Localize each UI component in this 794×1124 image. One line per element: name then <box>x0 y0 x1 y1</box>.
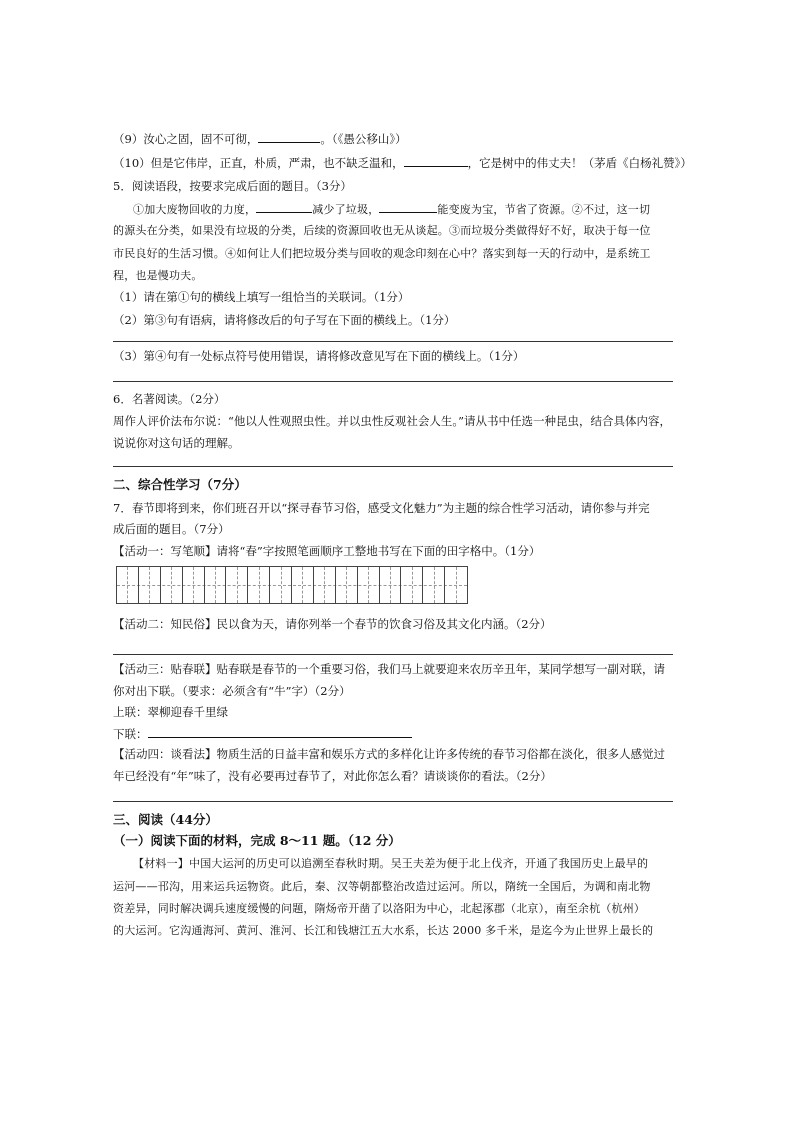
passage-1a: ①加大废物回收的力度， <box>133 203 257 216</box>
grid-cell[interactable] <box>205 567 227 603</box>
grid-cell[interactable] <box>423 567 445 603</box>
q10-tail: ，它是树中的伟丈夫！（茅盾《白杨礼赞》） <box>467 156 692 170</box>
couplet-lower-line <box>113 726 412 742</box>
section-2-heading: 二、综合性学习（7分） <box>113 477 247 492</box>
material-1-line-1: 【材料一】中国大运河的历史可以追溯至春秋时期。吴王夫差为便于北上伐齐，开通了我国历史上最早的 <box>133 857 649 870</box>
q10-blank[interactable] <box>404 155 468 167</box>
passage-line-3: 市民良好的生活习惯。④如何让人们把垃圾分类与回收的观念印刻在心中？落实到每一天的行动中，是系统工 <box>113 247 651 260</box>
passage-line-1 <box>133 201 650 218</box>
grid-cell[interactable] <box>139 567 161 603</box>
q7-prompt-2: 成后面的题目。（7分） <box>113 522 230 536</box>
tianzige-grid[interactable] <box>116 566 468 604</box>
material-1-line-3: 资差异，同时解决调兵速度缓慢的问题，隋炀帝开凿了以洛阳为中心，北起涿郡（北京），南至余杭（杭州） <box>113 902 646 915</box>
passage-1b: 减少了垃圾， <box>312 203 380 216</box>
q6-prompt-2: 说说你对这句话的理解。 <box>113 436 240 450</box>
grid-cell[interactable] <box>445 567 467 603</box>
q9-tail: 。（《愚公移山》） <box>320 132 407 146</box>
answer-line-activity-2[interactable] <box>113 654 673 655</box>
q9-blank[interactable] <box>258 131 320 143</box>
q5-3: （3）第④句有一处标点符号使用错误，请将修改意见写在下面的横线上。（1分） <box>113 349 525 363</box>
grid-cell[interactable] <box>183 567 205 603</box>
material-1-line-4: 的大运河。它沟通海河、黄河、淮河、长江和钱塘江五大水系，长达 2000 多千米，是迄今为止世界上最长的 <box>113 924 654 937</box>
grid-cell[interactable] <box>117 567 139 603</box>
q7-prompt-1: 7．春节即将到来，你们班召开以“探寻春节习俗，感受文化魅力”为主题的综合性学习活动，请你参与并完 <box>113 501 650 515</box>
passage-line-4: 程，也是慢功夫。 <box>113 269 203 282</box>
passage-1c: 能变废为宝，节省了资源。②不过，这一切 <box>437 203 651 216</box>
connective-blank-1[interactable] <box>256 201 312 213</box>
grid-cell[interactable] <box>248 567 270 603</box>
answer-line-activity-4[interactable] <box>113 801 673 802</box>
answer-line-q6[interactable] <box>113 466 673 467</box>
answer-line-q5-3[interactable] <box>113 381 673 382</box>
couplet-lower-label: 下联： <box>113 727 148 741</box>
grid-cell[interactable] <box>161 567 183 603</box>
grid-cell[interactable] <box>336 567 358 603</box>
q5-title: 5．阅读语段，按要求完成后面的题目。（3分） <box>113 179 352 193</box>
q10-line <box>113 155 692 171</box>
activity-3-line-2: 你对出下联。（要求：必须含有“牛”字）（2分） <box>113 684 351 698</box>
q6-prompt-1: 周作人评价法布尔说：“他以人性观照虫性。并以虫性反观社会人生。”请从书中任选一种昆虫，结合具体内容， <box>113 414 672 428</box>
material-1-line-2: 运河——邗沟，用来运兵运物资。此后，秦、汉等朝都整治改造过运河。所以，隋统一全国后，为调和南北物 <box>113 880 651 893</box>
activity-1: 【活动一：写笔顺】请将“春”字按照笔画顺序工整地书写在下面的田字格中。（1分） <box>113 544 541 558</box>
grid-cell[interactable] <box>314 567 336 603</box>
couplet-lower-blank[interactable] <box>148 726 412 738</box>
q9-line <box>113 131 407 147</box>
q5-1: （1）请在第①句的横线上填写一组恰当的关联词。（1分） <box>113 290 410 304</box>
grid-cell[interactable] <box>292 567 314 603</box>
q9-text: （9）汝心之固，固不可彻， <box>113 132 259 146</box>
couplet-upper: 上联：翠柳迎春千里绿 <box>113 705 228 719</box>
section-3-heading: 三、阅读（44分） <box>113 812 218 827</box>
activity-2: 【活动二：知民俗】民以食为天，请你列举一个春节的饮食习俗及其文化内涵。（2分） <box>113 617 552 631</box>
activity-3-line-1: 【活动三：贴春联】贴春联是春节的一个重要习俗，我们马上就要迎来农历辛丑年，某同学想写一副对联，请 <box>113 662 665 676</box>
q6-title: 6．名著阅读。（2分） <box>113 392 226 406</box>
grid-cell[interactable] <box>358 567 380 603</box>
q10-text: （10）但是它伟岸，正直，朴质，严肃，也不缺乏温和， <box>113 156 404 170</box>
grid-cell[interactable] <box>380 567 402 603</box>
q5-2: （2）第③句有语病，请将修改后的句子写在下面的横线上。（1分） <box>113 313 456 327</box>
grid-cell[interactable] <box>401 567 423 603</box>
answer-line-q5-2[interactable] <box>113 341 673 342</box>
connective-blank-2[interactable] <box>379 201 437 213</box>
activity-4-line-2: 年已经没有“年”味了，没有必要再过春节了，对此你怎么看？请谈谈你的看法。（2分） <box>113 769 552 783</box>
passage-line-2: 的源头在分类，如果没有垃圾的分类，后续的资源回收也无从谈起。③而垃圾分类做得好不好，取决于每一位 <box>113 224 651 237</box>
subsection-1-heading: （一）阅读下面的材料，完成 8～11 题。（12 分） <box>113 833 401 848</box>
activity-4-line-1: 【活动四：谈看法】物质生活的日益丰富和娱乐方式的多样化让许多传统的春节习俗都在淡化，很多人感觉过 <box>113 747 665 761</box>
grid-cell[interactable] <box>270 567 292 603</box>
grid-cell[interactable] <box>226 567 248 603</box>
